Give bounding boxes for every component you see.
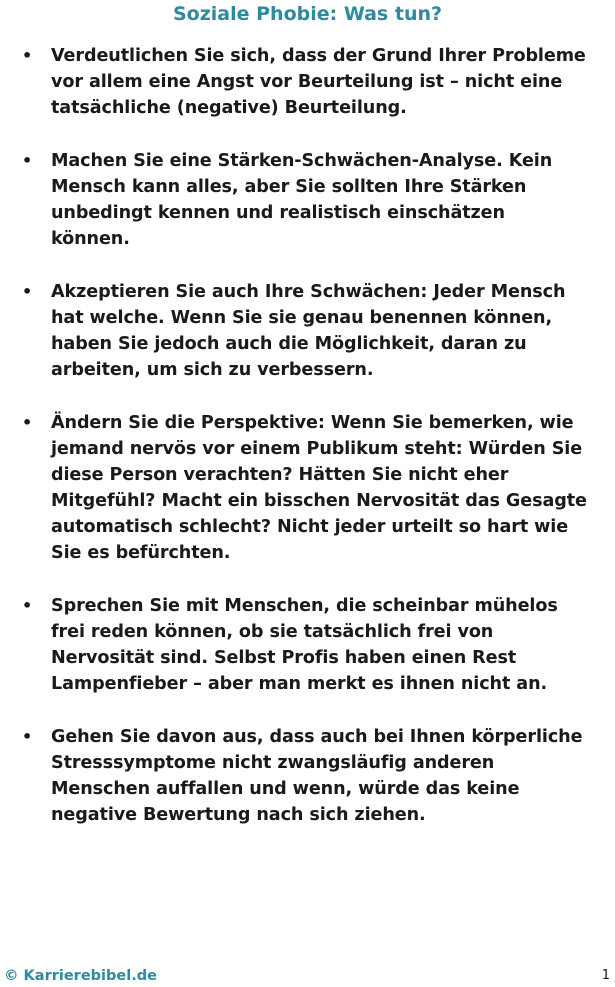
- bullet-icon: •: [22, 151, 33, 170]
- list-item: [22, 43, 612, 121]
- bullet-icon: •: [22, 727, 33, 746]
- bullet-icon: •: [22, 596, 33, 615]
- list-item: [22, 279, 612, 383]
- list-item-text: Akzeptieren Sie auch Ihre Schwächen: Jeder Mensch hat welche. Wenn Sie sie genau benennen können, haben Sie jedoch auch die Möglichkeit, daran zu arbeiten, um sich zu verbessern.: [51, 282, 566, 380]
- list-item: [22, 148, 612, 252]
- list-item: [22, 724, 612, 828]
- list-item: [22, 410, 612, 566]
- list-item-text: Ändern Sie die Perspektive: Wenn Sie bemerken, wie jemand nervös vor einem Publikum steht: Würden Sie diese Person verachten? Hätten Sie nicht eher Mitgefühl? Macht ein bisschen Nervosität das Gesagte automatisch schlecht? Nicht jeder urteilt so hart wie Sie es befürchten.: [51, 413, 587, 563]
- list-item-text: Machen Sie eine Stärken-Schwächen-Analyse. Kein Mensch kann alles, aber Sie sollten Ihre Stärken unbedingt kennen und realistisch einschätzen können.: [51, 151, 553, 249]
- list-item-text: Verdeutlichen Sie sich, dass der Grund Ihrer Probleme vor allem eine Angst vor Beurteilung ist – nicht eine tatsächliche (negative) Beurteilung.: [51, 46, 586, 118]
- bullet-icon: •: [22, 413, 33, 432]
- list-item-text: Gehen Sie davon aus, dass auch bei Ihnen körperliche Stresssymptome nicht zwangsläufig anderen Menschen auffallen und wenn, würde das keine negative Bewertung nach sich ziehen.: [51, 727, 583, 825]
- list-item: [22, 593, 612, 697]
- page-number: 1: [601, 968, 610, 983]
- footer-brand: © Karrierebibel.de: [4, 968, 157, 984]
- page-title: Soziale Phobie: Was tun?: [172, 3, 443, 25]
- list-item-text: Sprechen Sie mit Menschen, die scheinbar mühelos frei reden können, ob sie tatsächlich frei von Nervosität sind. Selbst Profis haben einen Rest Lampenfieber – aber man merkt es ihnen nicht an.: [51, 596, 558, 694]
- tips-list: [22, 43, 612, 855]
- bullet-icon: •: [22, 282, 33, 301]
- bullet-icon: •: [22, 46, 33, 65]
